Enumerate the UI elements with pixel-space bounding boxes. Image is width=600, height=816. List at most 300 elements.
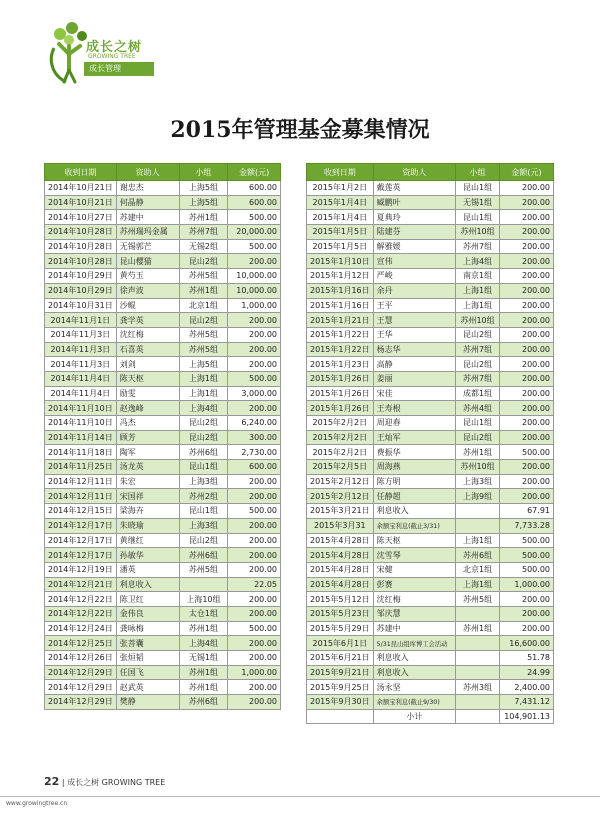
cell-amount: 1,000.00 [228, 298, 281, 313]
table-row [307, 518, 554, 533]
cell-donor: 励雯 [116, 386, 179, 401]
cell-donor: 利息收入 [116, 577, 179, 592]
cell-amount: 200.00 [500, 327, 554, 342]
cell-donor: 潘英 [116, 562, 179, 577]
cell-donor: 何晶静 [116, 195, 179, 210]
cell-donor: 汤永坚 [373, 680, 455, 695]
cell-group [456, 695, 500, 710]
cell-donor: 朱晓瑜 [116, 518, 179, 533]
cell-date: 2014年11月4日 [45, 371, 117, 386]
table-row [307, 327, 554, 342]
cell-donor: 孙敏华 [116, 548, 179, 563]
logo-title: 成长之树 [86, 40, 143, 55]
cell-group: 苏州1组 [456, 621, 500, 636]
cell-amount: 200.00 [228, 606, 281, 621]
cell-donor: 张菩囊 [116, 636, 179, 651]
cell-date: 2014年10月21日 [45, 195, 117, 210]
cell-group: 苏州5组 [179, 327, 228, 342]
cell-date: 2014年12月29日 [45, 680, 117, 695]
cell-donor: 周迎春 [373, 416, 455, 431]
footer-label: | 成长之树 GROWING TREE [61, 778, 166, 787]
cell-group: 上海5组 [179, 357, 228, 372]
cell-amount: 200.00 [500, 298, 554, 313]
table-row [307, 210, 554, 225]
table-row [307, 195, 554, 210]
cell-amount: 200.00 [500, 430, 554, 445]
cell-group: 昆山1组 [456, 416, 500, 431]
cell-group: 苏州7组 [456, 342, 500, 357]
cell-date: 2015年9月21日 [307, 665, 374, 680]
cell-group: 上海4组 [179, 401, 228, 416]
cell-amount: 3,000.00 [228, 386, 281, 401]
table-row [307, 709, 554, 724]
table-row [307, 680, 554, 695]
cell-date: 2014年10月31日 [45, 298, 117, 313]
cell-donor: 苏建中 [116, 210, 179, 225]
cell-donor: 余额宝利息(截止3/31) [373, 518, 455, 533]
cell-date: 2015年1月5日 [307, 225, 374, 240]
table-row [45, 225, 281, 240]
cell-amount: 22.05 [228, 577, 281, 592]
cell-date: 2014年11月1日 [45, 313, 117, 328]
cell-donor: 利息收入 [373, 665, 455, 680]
cell-date: 2015年1月12日 [307, 269, 374, 284]
cell-date: 2015年1月4日 [307, 195, 374, 210]
cell-date: 2015年6月1日 [307, 636, 374, 651]
cell-amount: 200.00 [228, 651, 281, 666]
cell-date: 2015年1月2日 [307, 181, 374, 196]
table-row [45, 327, 281, 342]
cell-amount: 200.00 [500, 225, 554, 240]
cell-donor: 姜丽 [373, 371, 455, 386]
cell-amount: 7,733.28 [500, 518, 554, 533]
cell-amount: 200.00 [500, 210, 554, 225]
cell-date: 2015年2月5日 [307, 460, 374, 475]
cell-date: 2014年12月17日 [45, 518, 117, 533]
cell-amount: 10,000.00 [228, 283, 281, 298]
cell-date: 2014年12月24日 [45, 621, 117, 636]
table-row [45, 386, 281, 401]
cell-group: 苏州2组 [179, 489, 228, 504]
cell-donor: 沙鲲 [116, 298, 179, 313]
cell-group: 上海3组 [179, 474, 228, 489]
column-header-date: 收到日期 [307, 164, 374, 181]
cell-donor: 谢忠杰 [116, 181, 179, 196]
cell-amount: 20,000.00 [228, 225, 281, 240]
cell-amount: 200.00 [500, 239, 554, 254]
footer-url: www.growingtree.cn [6, 800, 68, 807]
cell-group: 苏州10组 [456, 313, 500, 328]
cell-group: 昆山2组 [456, 327, 500, 342]
cell-date: 2014年12月11日 [45, 489, 117, 504]
cell-amount: 200.00 [500, 181, 554, 196]
table-row [307, 416, 554, 431]
cell-amount: 200.00 [228, 562, 281, 577]
cell-donor: 5/31昆山组库博工会活动 [373, 636, 455, 651]
table-row [45, 313, 281, 328]
cell-donor: 樊静 [116, 695, 179, 710]
cell-date: 2015年5月23日 [307, 606, 374, 621]
cell-donor: 冯杰 [116, 416, 179, 431]
table-row [307, 269, 554, 284]
cell-amount: 200.00 [500, 371, 554, 386]
cell-group: 苏州6组 [179, 548, 228, 563]
table-row [45, 577, 281, 592]
table-row [45, 181, 281, 196]
cell-amount: 24.99 [500, 665, 554, 680]
cell-group: 昆山1组 [456, 210, 500, 225]
cell-group: 北京1组 [179, 298, 228, 313]
table-row [307, 313, 554, 328]
cell-amount: 500.00 [228, 210, 281, 225]
cell-group: 南京1组 [456, 269, 500, 284]
cell-group: 苏州1组 [179, 210, 228, 225]
cell-donor: 陈天枢 [116, 371, 179, 386]
cell-group: 昆山1组 [179, 504, 228, 519]
cell-group: 太仓1组 [179, 606, 228, 621]
cell-group: 成都1组 [456, 386, 500, 401]
cell-group: 上海1组 [456, 298, 500, 313]
cell-amount: 200.00 [228, 357, 281, 372]
cell-date: 2015年2月12日 [307, 489, 374, 504]
table-row [45, 504, 281, 519]
table-row [307, 357, 554, 372]
cell-date: 2014年11月3日 [45, 327, 117, 342]
cell-date: 2015年1月5日 [307, 239, 374, 254]
cell-amount: 200.00 [228, 636, 281, 651]
cell-group: 上海5组 [179, 195, 228, 210]
cell-amount: 104,901.13 [500, 709, 554, 724]
cell-donor: 陆建芬 [373, 225, 455, 240]
cell-donor: 杨志华 [373, 342, 455, 357]
cell-amount: 200.00 [500, 474, 554, 489]
cell-group: 上海4组 [179, 636, 228, 651]
cell-date: 2015年9月25日 [307, 680, 374, 695]
table-row [45, 680, 281, 695]
cell-group: 昆山2组 [179, 313, 228, 328]
cell-donor: 沈红梅 [116, 327, 179, 342]
cell-donor: 严峻 [373, 269, 455, 284]
table-row [45, 518, 281, 533]
cell-amount: 500.00 [228, 504, 281, 519]
cell-date: 2015年1月4日 [307, 210, 374, 225]
cell-group [456, 709, 500, 724]
cell-donor: 朱宏 [116, 474, 179, 489]
table-row [45, 342, 281, 357]
cell-date: 2014年11月3日 [45, 342, 117, 357]
cell-amount: 200.00 [228, 592, 281, 607]
cell-date: 2014年10月29日 [45, 269, 117, 284]
cell-group: 上海1组 [456, 283, 500, 298]
cell-donor: 陶军 [116, 445, 179, 460]
footer-divider [0, 796, 600, 797]
cell-date: 2015年1月26日 [307, 371, 374, 386]
table-row [45, 401, 281, 416]
cell-donor: 张烜韬 [116, 651, 179, 666]
cell-amount: 10,000.00 [228, 269, 281, 284]
cell-date: 2014年11月10日 [45, 416, 117, 431]
cell-amount: 200.00 [500, 416, 554, 431]
cell-group: 昆山2组 [456, 430, 500, 445]
cell-group: 苏州4组 [456, 401, 500, 416]
cell-donor: 费振华 [373, 445, 455, 460]
cell-donor: 宋佳 [373, 386, 455, 401]
cell-amount: 200.00 [500, 621, 554, 636]
cell-donor: 宣伟 [373, 254, 455, 269]
table-row [45, 357, 281, 372]
cell-amount: 2,730.00 [228, 445, 281, 460]
cell-donor: 王平 [373, 298, 455, 313]
cell-donor: 汤龙英 [116, 460, 179, 475]
cell-donor: 苏建中 [373, 621, 455, 636]
cell-donor: 赵逸峰 [116, 401, 179, 416]
table-row [45, 548, 281, 563]
cell-amount: 200.00 [228, 533, 281, 548]
donation-table-right [306, 163, 554, 724]
cell-group: 上海1组 [179, 386, 228, 401]
column-header-amount: 金额(元) [500, 164, 554, 181]
cell-donor: 陈方明 [373, 474, 455, 489]
table-row [45, 283, 281, 298]
cell-group: 苏州7组 [456, 239, 500, 254]
cell-group: 苏州7组 [456, 371, 500, 386]
page-title: 2015年管理基金募集情况 [170, 117, 430, 143]
cell-date: 2014年12月17日 [45, 533, 117, 548]
cell-date: 2015年2月12日 [307, 474, 374, 489]
cell-donor: 金伟良 [116, 606, 179, 621]
cell-amount: 500.00 [500, 533, 554, 548]
cell-donor: 宋国祥 [116, 489, 179, 504]
table-row [307, 283, 554, 298]
cell-date: 2015年2月2日 [307, 416, 374, 431]
cell-group: 苏州5组 [179, 342, 228, 357]
table-row [307, 606, 554, 621]
table-row [45, 416, 281, 431]
table-row [307, 239, 554, 254]
table-row [307, 577, 554, 592]
table-row [307, 651, 554, 666]
cell-donor: 陈卫红 [116, 592, 179, 607]
cell-donor: 余额宝利息(截止9/30) [373, 695, 455, 710]
cell-donor: 沈红梅 [373, 592, 455, 607]
cell-date: 2015年3月21日 [307, 504, 374, 519]
cell-group: 上海9组 [456, 489, 500, 504]
cell-group [456, 636, 500, 651]
cell-date: 2014年12月21日 [45, 577, 117, 592]
cell-amount: 200.00 [500, 592, 554, 607]
table-row [307, 592, 554, 607]
cell-date: 2015年4月28日 [307, 533, 374, 548]
cell-donor: 戴莲英 [373, 181, 455, 196]
cell-group: 苏州5组 [179, 269, 228, 284]
cell-group: 上海10组 [179, 592, 228, 607]
cell-donor: 余丹 [373, 283, 455, 298]
cell-donor: 龚咏梅 [116, 621, 179, 636]
cell-donor: 小计 [373, 709, 455, 724]
cell-donor: 赵武英 [116, 680, 179, 695]
cell-amount: 200.00 [228, 695, 281, 710]
table-row [307, 533, 554, 548]
cell-group: 昆山2组 [179, 533, 228, 548]
cell-date: 2014年12月29日 [45, 665, 117, 680]
table-row [45, 298, 281, 313]
cell-amount: 200.00 [228, 342, 281, 357]
cell-donor: 任国飞 [116, 665, 179, 680]
cell-group: 无锡1组 [456, 195, 500, 210]
cell-amount: 200.00 [500, 357, 554, 372]
cell-donor: 陈天枢 [373, 533, 455, 548]
cell-date: 2015年9月30日 [307, 695, 374, 710]
cell-group: 苏州10组 [456, 225, 500, 240]
cell-date: 2015年5月29日 [307, 621, 374, 636]
cell-date: 2015年1月22日 [307, 342, 374, 357]
cell-amount: 500.00 [500, 548, 554, 563]
cell-amount: 200.00 [228, 518, 281, 533]
cell-date: 2015年6月21日 [307, 651, 374, 666]
cell-date: 2014年11月18日 [45, 445, 117, 460]
cell-amount: 6,240.00 [228, 416, 281, 431]
table-header-row [45, 164, 281, 181]
cell-date: 2014年10月29日 [45, 283, 117, 298]
cell-date: 2014年12月15日 [45, 504, 117, 519]
cell-date: 2015年1月10日 [307, 254, 374, 269]
cell-group [179, 577, 228, 592]
cell-date: 2015年1月21日 [307, 313, 374, 328]
cell-amount: 1,000.00 [500, 577, 554, 592]
table-row [45, 695, 281, 710]
cell-amount: 200.00 [500, 313, 554, 328]
table-row [307, 548, 554, 563]
cell-donor: 利息收入 [373, 504, 455, 519]
cell-amount: 7,431.12 [500, 695, 554, 710]
cell-amount: 200.00 [228, 548, 281, 563]
logo-section-bar: 成长管理 [84, 62, 154, 76]
cell-amount: 200.00 [500, 254, 554, 269]
cell-date: 2015年1月23日 [307, 357, 374, 372]
table-row [45, 430, 281, 445]
cell-amount: 200.00 [228, 327, 281, 342]
cell-date: 2015年1月26日 [307, 386, 374, 401]
cell-amount: 300.00 [228, 430, 281, 445]
cell-donor: 周海燕 [373, 460, 455, 475]
table-row [45, 195, 281, 210]
table-row [45, 606, 281, 621]
table-row [307, 489, 554, 504]
cell-date: 2015年4月28日 [307, 577, 374, 592]
table-header-row [307, 164, 554, 181]
cell-amount: 200.00 [500, 283, 554, 298]
cell-group: 昆山2组 [179, 416, 228, 431]
cell-donor: 刘剑 [116, 357, 179, 372]
cell-amount: 200.00 [500, 386, 554, 401]
cell-date: 2015年1月16日 [307, 283, 374, 298]
cell-date: 2014年12月19日 [45, 562, 117, 577]
cell-amount: 200.00 [500, 269, 554, 284]
donation-table-left [44, 163, 281, 710]
cell-donor: 石喜英 [116, 342, 179, 357]
cell-amount: 2,400.00 [500, 680, 554, 695]
column-header-amount: 金额(元) [228, 164, 281, 181]
cell-date: 2015年1月16日 [307, 298, 374, 313]
cell-amount: 500.00 [228, 621, 281, 636]
table-row [307, 636, 554, 651]
table-row [307, 401, 554, 416]
cell-group: 苏州1组 [179, 283, 228, 298]
cell-group [456, 651, 500, 666]
cell-donor: 无锡郭芒 [116, 239, 179, 254]
cell-date: 2014年11月3日 [45, 357, 117, 372]
cell-date: 2015年3月31 [307, 518, 374, 533]
column-header-date: 收到日期 [45, 164, 117, 181]
table-row [307, 460, 554, 475]
cell-donor: 徐声波 [116, 283, 179, 298]
cell-amount: 200.00 [500, 460, 554, 475]
cell-donor: 利息收入 [373, 651, 455, 666]
cell-date: 2014年12月29日 [45, 695, 117, 710]
cell-date: 2015年2月2日 [307, 445, 374, 460]
table-row [307, 225, 554, 240]
cell-group: 苏州1组 [179, 680, 228, 695]
cell-donor: 苏州瑞玛金属 [116, 225, 179, 240]
cell-group: 昆山2组 [179, 430, 228, 445]
cell-amount: 200.00 [500, 195, 554, 210]
cell-date: 2014年10月27日 [45, 210, 117, 225]
cell-date: 2014年12月26日 [45, 651, 117, 666]
cell-donor: 任静超 [373, 489, 455, 504]
cell-group: 北京1组 [456, 562, 500, 577]
cell-date: 2014年11月25日 [45, 460, 117, 475]
cell-group: 无锡1组 [179, 651, 228, 666]
cell-donor: 龚学英 [116, 313, 179, 328]
table-row [45, 621, 281, 636]
cell-donor: 顾芳 [116, 430, 179, 445]
cell-date: 2015年5月12日 [307, 592, 374, 607]
cell-group: 昆山1组 [179, 460, 228, 475]
cell-donor: 解雅媛 [373, 239, 455, 254]
cell-date: 2014年12月11日 [45, 474, 117, 489]
cell-donor: 王华 [373, 327, 455, 342]
cell-donor: 梁海卉 [116, 504, 179, 519]
cell-group: 昆山1组 [456, 181, 500, 196]
cell-group: 上海3组 [179, 518, 228, 533]
cell-amount: 200.00 [500, 342, 554, 357]
cell-donor: 昆山樱猫 [116, 254, 179, 269]
cell-donor: 沈雪琴 [373, 548, 455, 563]
logo-subtitle: GROWING TREE [88, 53, 136, 60]
cell-date [307, 709, 374, 724]
table-row [307, 504, 554, 519]
cell-group: 无锡2组 [179, 239, 228, 254]
table-row [307, 386, 554, 401]
table-row [307, 474, 554, 489]
table-row [45, 371, 281, 386]
cell-group: 苏州5组 [456, 592, 500, 607]
table-row [45, 269, 281, 284]
cell-donor: 王寿根 [373, 401, 455, 416]
table-row [307, 181, 554, 196]
cell-group [456, 606, 500, 621]
cell-date: 2015年1月22日 [307, 327, 374, 342]
cell-amount: 500.00 [500, 562, 554, 577]
table-row [45, 562, 281, 577]
cell-amount: 16,600.00 [500, 636, 554, 651]
cell-date: 2014年10月28日 [45, 225, 117, 240]
cell-donor: 黄继红 [116, 533, 179, 548]
cell-amount: 200.00 [228, 313, 281, 328]
cell-group: 苏州10组 [456, 460, 500, 475]
cell-amount: 200.00 [500, 489, 554, 504]
cell-amount: 200.00 [228, 401, 281, 416]
